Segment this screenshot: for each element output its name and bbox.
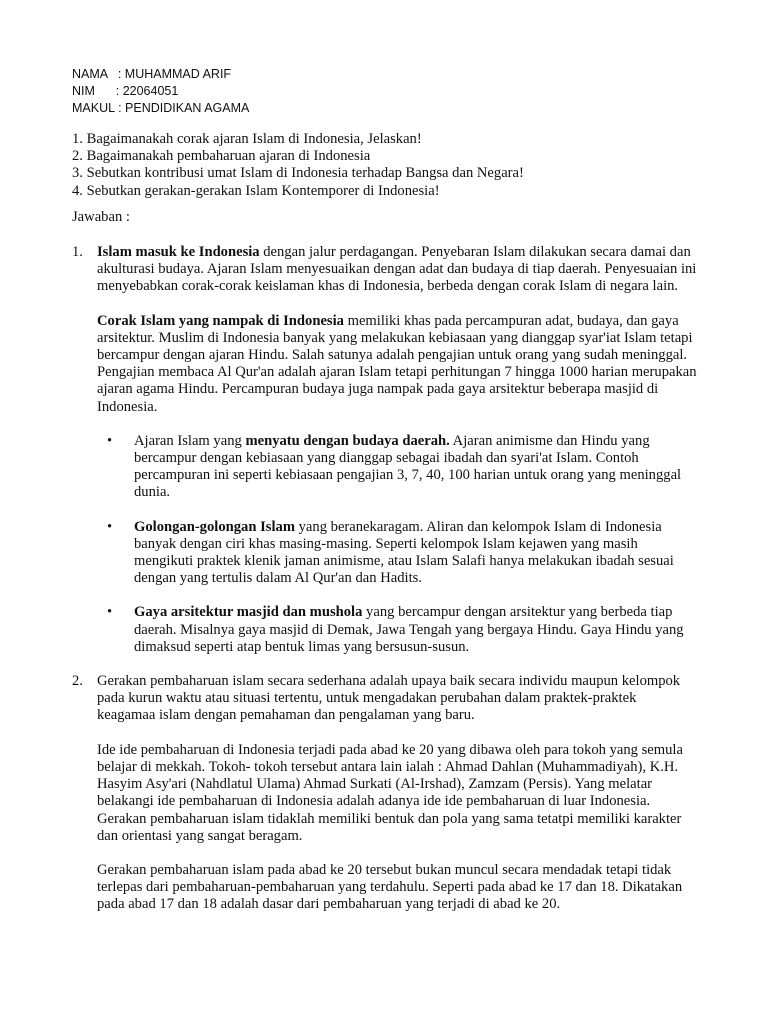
- bullet-icon: •: [107, 432, 113, 449]
- answer-2-paragraph-2: Ide ide pembaharuan di Indonesia terjadi pada abad ke 20 yang dibawa oleh para tokoh yang semula belajar di mekkah. Tokoh- tokoh tersebut antara lain ialah : Ahmad Dahlan (Muhammadiyah), K.H. Hasyim Asy'ari (Nahdlatul Ulama) Ahmad Surkati (Al-Irshad), Zamzam (Persis). Yang melatar belakangi ide pembaharuan di Indonesia adalah adanya ide ide pembaharuan di luar Indonesia. Gerakan pembaharuan islam tidaklah memiliki bentuk dan pola yang sama tetatpi memiliki karakter dan orientasi yang sangat beragam.: [97, 741, 683, 844]
- answer-1-paragraph-2: [97, 313, 698, 416]
- answer-2-number: 2.: [72, 673, 83, 690]
- answer-1-body: [97, 244, 698, 673]
- student-header: [72, 66, 698, 117]
- question-2: 2. Bagaimanakah pembaharuan ajaran di Indonesia: [72, 148, 371, 165]
- nim-label: NIM :: [72, 84, 123, 98]
- answer-2-paragraph-1: Gerakan pembaharuan islam secara sederhana adalah upaya baik secara individu maupun kelompok pada kurun waktu atau situasi tertentu, untuk mengadakan perubahan dalam praktek-praktek keagamaa islam dengan pemahaman dan pengalaman yang baru.: [97, 673, 681, 724]
- bullet-icon: •: [107, 604, 113, 621]
- answer-1-p2-text: memiliki khas pada percampuran adat, budaya, dan gaya arsitektur. Muslim di Indonesia banyak yang melakukan kebiasaan yang dianggap syar'iat Islam tetapi bercampur dengan ajaran Hindu. Salah satunya adalah pengajian untuk orang yang sudah meninggal. Pengajian membaca Al Qur'an adalah ajaran Islam tetapi perhitungan 7 hingga 1000 harian merupakan ajaran agama Hindu. Percampuran budaya juga nampak pada gaya arsitektur beberapa masjid di Indonesia.: [97, 312, 697, 415]
- nama-label: NAMA :: [72, 67, 125, 81]
- answer-2-paragraph-3: Gerakan pembaharuan islam pada abad ke 20 tersebut bukan muncul secara mendadak tetapi tidak terlepas dari pembaharuan-pembaharuan yang terdahulu. Seperti pada abad ke 17 dan 18. Dikatakan pada abad 17 dan 18 adalah dasar dari pembaharuan yang terjadi di abad ke 20.: [97, 861, 683, 913]
- bullet-post: yang beranekaragam. Aliran dan kelompok Islam di Indonesia banyak dengan ciri khas masing-masing. Seperti kelompok Islam kejawen yang masih mengikuti praktek klenik jaman animisme, atau Islam Salafi hanya melakukan ibadah sesuai dengan yang tertulis dalam Al Qur'an dan Hadits.: [134, 518, 674, 587]
- bullet-item: [97, 604, 698, 656]
- answer-2: [72, 673, 698, 930]
- bullet-bold: Golongan-golongan Islam: [134, 518, 295, 535]
- answer-1-p1-bold: Islam masuk ke Indonesia: [97, 244, 260, 261]
- question-3: 3. Sebutkan kontribusi umat Islam di Indonesia terhadap Bangsa dan Negara!: [72, 165, 524, 182]
- bullet-bold: menyatu dengan budaya daerah.: [245, 432, 450, 449]
- bullet-item: [97, 433, 698, 502]
- question-1: 1. Bagaimanakah corak ajaran Islam di Indonesia, Jelaskan!: [72, 131, 422, 147]
- header-nim: [72, 83, 698, 100]
- question-4: 4. Sebutkan gerakan-gerakan Islam Kontemporer di Indonesia!: [72, 182, 440, 199]
- makul-value: PENDIDIKAN AGAMA: [125, 101, 250, 115]
- answer-1-p1-text: dengan jalur perdagangan. Penyebaran Islam dilakukan secara damai dan akulturasi budaya. Ajaran Islam menyesuaikan dengan adat dan budaya di tiap daerah. Penyesuaian ini menyebabkan corak-corak keislaman khas di Indonesia, berbeda dengan corak Islam di negara lain.: [97, 244, 697, 295]
- answer-1-p2-bold: Corak Islam yang nampak di Indonesia: [97, 312, 344, 329]
- question-list: [72, 131, 698, 200]
- answer-1-bullet-list: [97, 433, 698, 656]
- nama-value: MUHAMMAD ARIF: [124, 67, 232, 81]
- answer-1-number: 1.: [72, 244, 83, 261]
- header-nama: [72, 66, 698, 83]
- bullet-item: [97, 519, 698, 588]
- answer-1: [72, 244, 698, 673]
- header-makul: [72, 100, 698, 117]
- bullet-text: [134, 433, 698, 502]
- answer-1-paragraph-1: [97, 244, 698, 296]
- answer-2-body: [97, 673, 698, 930]
- makul-label: MAKUL :: [72, 101, 126, 115]
- bullet-post: Ajaran animisme dan Hindu yang bercampur dengan kebiasaan yang dianggap sebagai ibadah dan syari'at Islam. Contoh percampuran ini seperti kebiasaan pengajian 3, 7, 40, 100 harian untuk orang yang meninggal dunia.: [134, 432, 682, 501]
- bullet-text: [134, 604, 698, 656]
- bullet-text: [134, 519, 698, 588]
- nim-value: 22064051: [122, 84, 179, 98]
- bullet-icon: •: [107, 518, 113, 535]
- bullet-post: yang bercampur dengan arsitektur yang berbeda tiap daerah. Misalnya gaya masjid di Demak, Jawa Tengah yang bergaya Hindu. Gaya Hindu yang dimaksud seperti atap bentuk limas yang bersusun-susun.: [134, 604, 684, 655]
- answer-label: Jawaban :: [72, 208, 130, 225]
- bullet-pre: Ajaran Islam yang: [134, 432, 246, 449]
- bullet-bold: Gaya arsitektur masjid dan mushola: [134, 604, 363, 621]
